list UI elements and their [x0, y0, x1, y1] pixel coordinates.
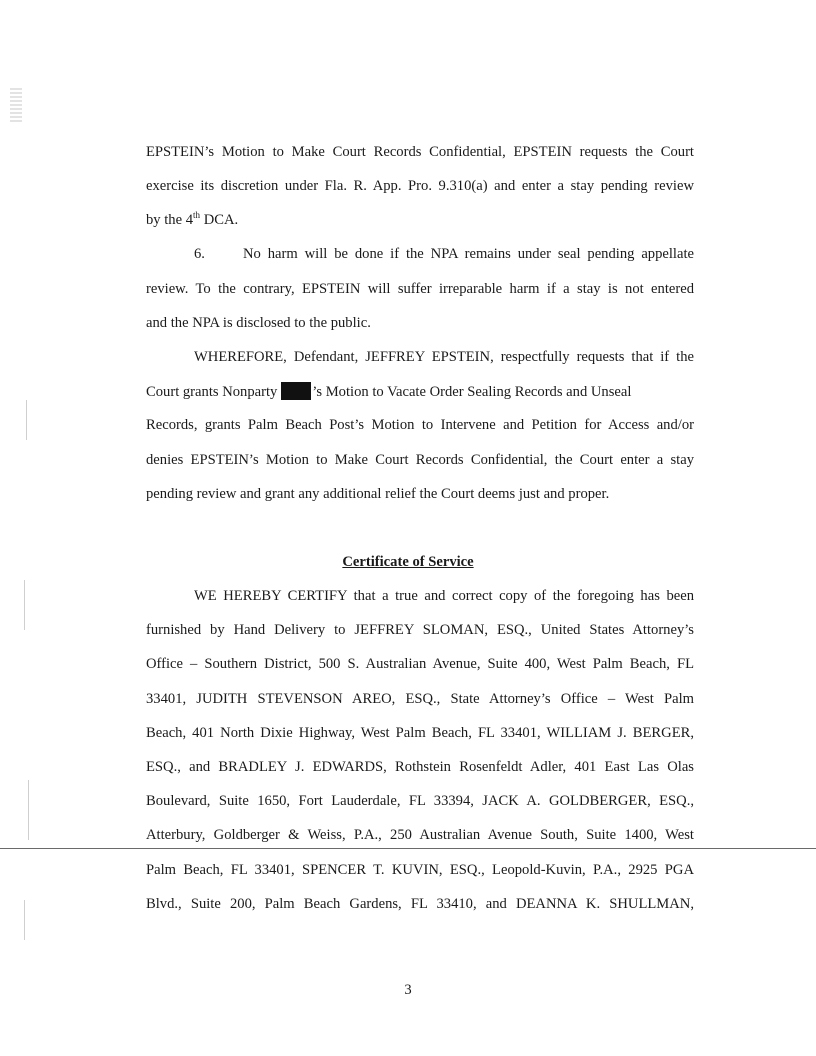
- body-line: denies EPSTEIN’s Motion to Make Court Records Confidential, the Court enter a stay: [146, 452, 694, 468]
- body-line: furnished by Hand Delivery to JEFFREY SLOMAN, ESQ., United States Attorney’s: [146, 622, 694, 638]
- body-line: Boulevard, Suite 1650, Fort Lauderdale, FL 33394, JACK A. GOLDBERGER, ESQ.,: [146, 793, 694, 809]
- scan-fold-line: [0, 848, 816, 849]
- scan-artifact-line: [28, 780, 29, 840]
- body-line: and the NPA is disclosed to the public.: [146, 315, 371, 331]
- body-line: WE HEREBY CERTIFY that a true and correct copy of the foregoing has been: [194, 588, 694, 604]
- body-line: review. To the contrary, EPSTEIN will suffer irreparable harm if a stay is not entered: [146, 281, 694, 297]
- scan-artifact-line: [24, 580, 25, 630]
- body-line: WHEREFORE, Defendant, JEFFREY EPSTEIN, respectfully requests that if the: [194, 349, 694, 365]
- paragraph-number: 6.: [194, 246, 205, 262]
- body-line: by the 4th DCA.: [146, 210, 239, 228]
- body-line: No harm will be done if the NPA remains under seal pending appellate: [243, 246, 694, 262]
- body-line: Beach, 401 North Dixie Highway, West Palm Beach, FL 33401, WILLIAM J. BERGER,: [146, 725, 694, 741]
- scan-artifact-mark: [10, 88, 22, 124]
- body-line: ESQ., and BRADLEY J. EDWARDS, Rothstein Rosenfeldt Adler, 401 East Las Olas: [146, 759, 694, 775]
- body-line: Office – Southern District, 500 S. Australian Avenue, Suite 400, West Palm Beach, FL: [146, 656, 694, 672]
- body-line: Court grants Nonparty ’s Motion to Vacate Order Sealing Records and Unseal: [146, 384, 632, 400]
- body-line: Blvd., Suite 200, Palm Beach Gardens, FL 33410, and DEANNA K. SHULLMAN,: [146, 896, 694, 912]
- body-line: Records, grants Palm Beach Post’s Motion to Intervene and Petition for Access and/or: [146, 417, 694, 433]
- scan-artifact-line: [24, 900, 25, 940]
- certificate-heading: Certificate of Service: [342, 554, 474, 570]
- body-line: 33401, JUDITH STEVENSON AREO, ESQ., State Attorney’s Office – West Palm: [146, 691, 694, 707]
- redaction-block: [281, 382, 311, 400]
- body-line: exercise its discretion under Fla. R. App. Pro. 9.310(a) and enter a stay pending review: [146, 178, 694, 194]
- body-line: Atterbury, Goldberger & Weiss, P.A., 250 Australian Avenue South, Suite 1400, West: [146, 827, 694, 843]
- body-line: EPSTEIN’s Motion to Make Court Records Confidential, EPSTEIN requests the Court: [146, 144, 694, 160]
- scan-artifact-line: [26, 400, 27, 440]
- page-number: 3: [404, 982, 412, 998]
- body-line: pending review and grant any additional relief the Court deems just and proper.: [146, 486, 610, 502]
- body-line: Palm Beach, FL 33401, SPENCER T. KUVIN, ESQ., Leopold-Kuvin, P.A., 2925 PGA: [146, 862, 694, 878]
